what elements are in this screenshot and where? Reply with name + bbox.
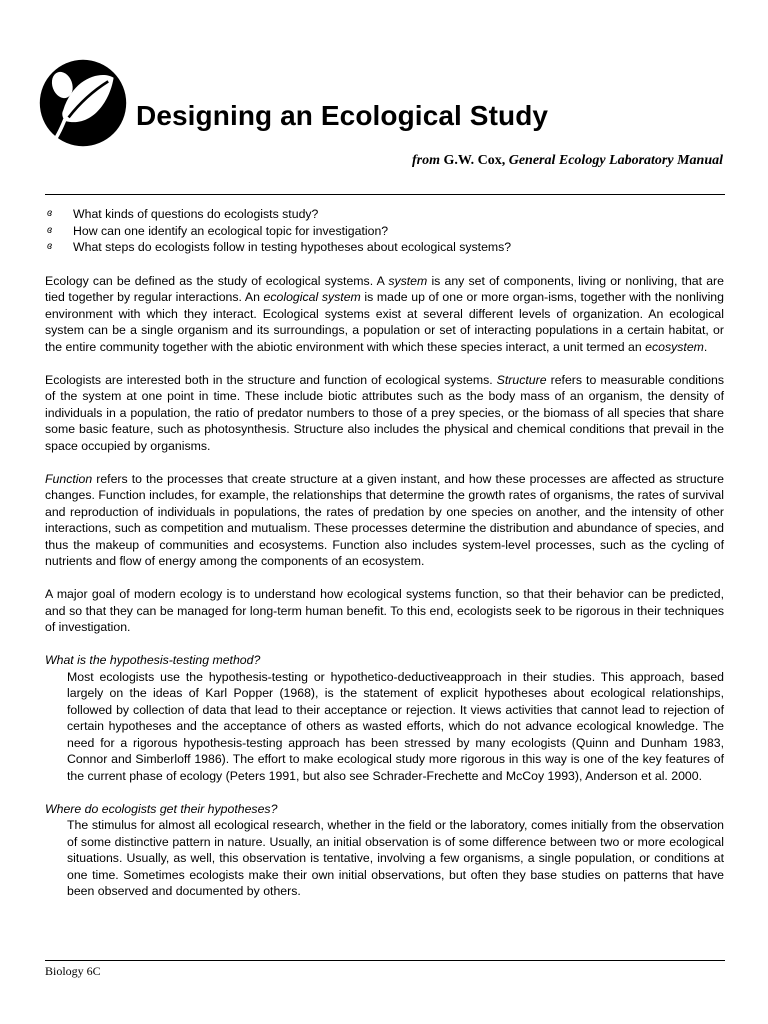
question-item: ɞ What kinds of questions do ecologists study? [47, 207, 319, 221]
swirl-bullet-icon: ɞ [47, 241, 53, 252]
document-body [45, 206, 724, 916]
section-heading: What is the hypothesis-testing method? [45, 653, 261, 667]
source-author: G.W. Cox, [440, 153, 509, 168]
footer-divider [45, 960, 725, 961]
swirl-bullet-icon: ɞ [47, 208, 53, 219]
paragraph-definition: Ecology can be defined as the study of ecological systems. A system is any set of components, living or nonliving, that are tied together by regular interactions. An ecological system is made up of one or more organ-isms, together with the nonliving environment with which they interact. Ecological systems exist at several different levels of organization. An ecological system can be a single organism and its surroundings, a population or set of interacting populations in a certain habitat, or the entire community together with the abiotic environment with which these species interact, a unit termed an ecosystem. [45, 273, 724, 354]
question-item: ɞ How can one identify an ecological topic for investigation? [47, 223, 389, 238]
swirl-bullet-icon: ɞ [47, 224, 53, 236]
question-item: ɞ What steps do ecologists follow in testing hypotheses about ecological systems? [47, 240, 512, 254]
section-body: Most ecologists use the hypothesis-testing or hypothetico-deductiveapproach in their studies. This approach, based largely on the ideas of Karl Popper (1968), is the statement of explicit hypotheses about ecological relationships, followed by collection of data that lead to their acceptance or rejection. It views activities that cannot lead to rejection of certain hypotheses and the acceptance of others as wasted efforts, which do not advance ecological knowledge. The need for a rigorous hypothesis-testing approach has been stressed by many ecologists (Quinn and Dunham 1983, Connor and Simberloff 1986). The effort to make ecological study more rigorous in this way is one of the key features of the current phase of ecology (Peters 1991, but also see Schrader-Frechette and McCoy 1993), Anderson et al. 2000. [67, 669, 724, 783]
source-book: General Ecology Laboratory Manual [508, 153, 723, 168]
source-credit [412, 153, 723, 169]
paragraph-structure: Ecologists are interested both in the structure and function of ecological systems. Structure refers to measurable conditions of the system at one point in time. These include biotic attributes such as the body mass of an organism, the density of individuals in a population, the ratio of predator numbers to those of a prey species, or the biomass of all species that share some basic feature, such as photosynthesis. Structure also includes the physical and chemical conditions that prevail in the space occupied by organisms. [45, 372, 724, 453]
header-divider [45, 194, 725, 195]
section-body: The stimulus for almost all ecological research, whether in the field or the laboratory, comes initially from the observation of some distinctive pattern in nature. Usually, an initial observation is of some difference between two or more ecological situations. Usually, as well, this observation is tentative, involving a few organisms, a single population, or conditions at one time. Sometimes ecologists make their own initial observations, but often they base studies on patterns that have been observed and documented by others. [67, 818, 724, 898]
section-heading: Where do ecologists get their hypotheses? [45, 801, 278, 816]
leaf-logo-icon [38, 58, 128, 148]
footer-label: Biology 6C [45, 964, 101, 978]
question-list [45, 206, 724, 256]
document-title: Designing an Ecological Study [136, 100, 549, 131]
source-from: from [412, 153, 440, 168]
paragraph-goal: A major goal of modern ecology is to understand how ecological systems function, so that their behavior can be predicted, and so that they can be managed for long-term human benefit. To this end, ecologists seek to be rigorous in their techniques of investigation. [45, 587, 724, 634]
paragraph-function: Function refers to the processes that create structure at a given instant, and how these processes are affected as structure changes. Function includes, for example, the relationships that determine the growth rates of organisms, the rates of survival and reproduction of individuals in populations, the rates of predation by one species on another, and the intensity of other interactions, such as competition and mutualism. These processes determine the distribution and abundance of species, and thus the makeup of communities and ecosystems. Function also includes system-level processes, such as the cycling of nutrients and flow of energy among the components of an ecosystem. [45, 471, 724, 568]
